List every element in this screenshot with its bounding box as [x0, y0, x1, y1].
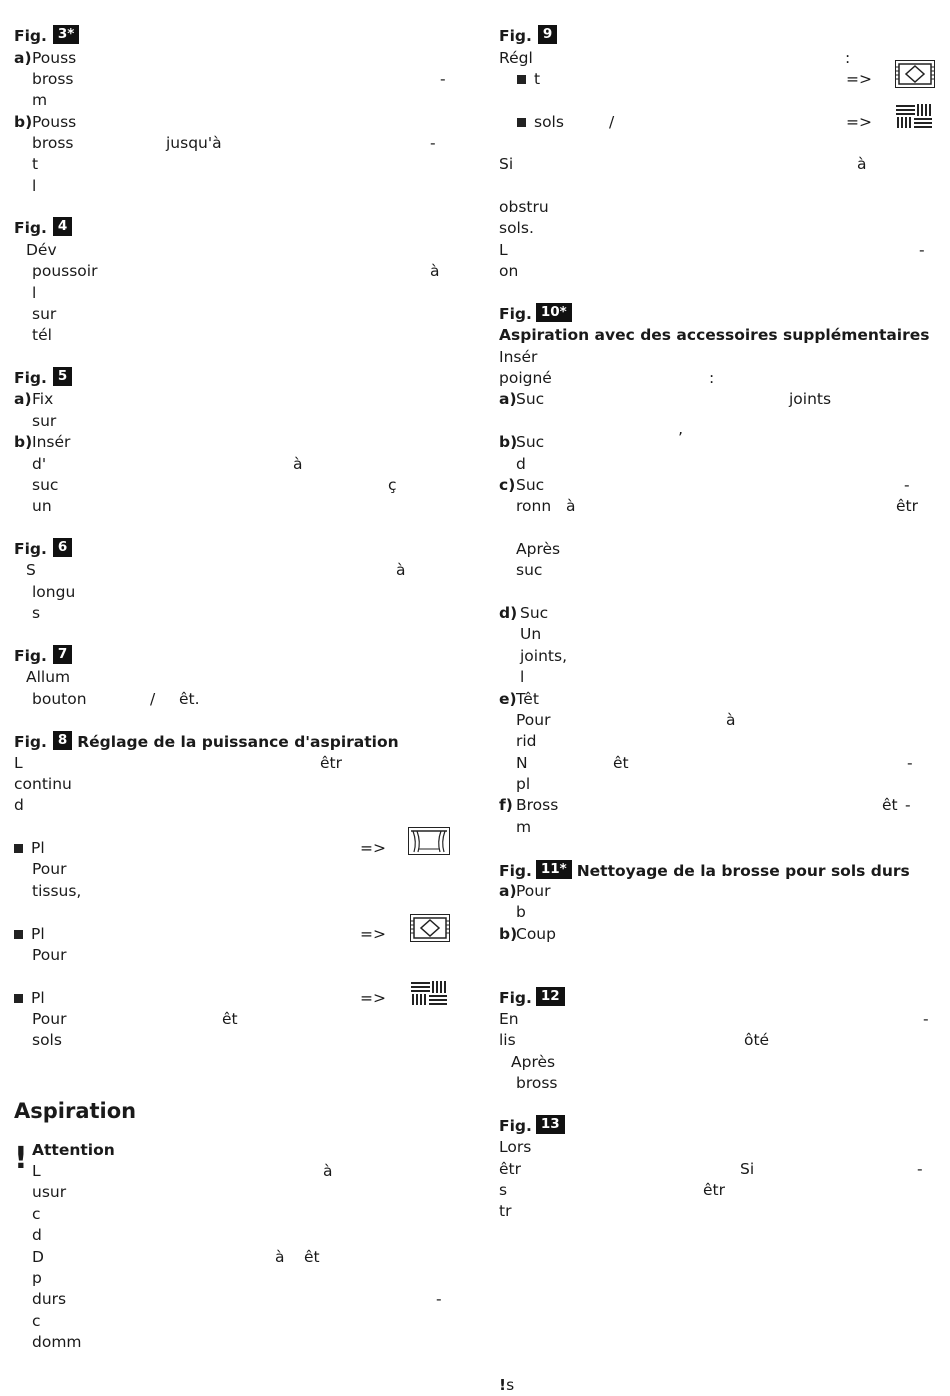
fig8-badge: 8 — [53, 731, 72, 750]
fig3-heading: Fig. 3* — [14, 25, 79, 47]
fig8-bullet-2: Pl — [14, 924, 45, 945]
fig11-badge: 11* — [536, 860, 572, 879]
fig13-badge: 13 — [536, 1115, 565, 1134]
curtain-icon — [408, 827, 450, 855]
fig4-badge: 4 — [53, 217, 72, 236]
fig9-heading: Fig. 9 — [499, 25, 557, 47]
fig8-bullet-3: Pl — [14, 988, 45, 1009]
fig9-badge: 9 — [538, 25, 557, 44]
section-title-aspiration: Aspiration — [14, 1099, 137, 1123]
attention-title: Attention — [32, 1141, 115, 1159]
footer-note: !s — [499, 1376, 515, 1394]
exclamation-icon: ! — [499, 1376, 507, 1394]
fig8-bullet-1: Pl — [14, 838, 45, 859]
fig6-heading: Fig. 6 — [14, 538, 72, 560]
fig5-heading: Fig. 5 — [14, 367, 72, 389]
fig3-badge: 3* — [53, 25, 79, 44]
fig13-heading: Fig. 13 — [499, 1115, 565, 1137]
fig10-heading: Fig. 10* — [499, 303, 572, 325]
fig7-badge: 7 — [53, 645, 72, 664]
fig5-badge: 5 — [53, 367, 72, 386]
fig9-bullet-1: t — [517, 69, 540, 90]
warning-icon: ! — [14, 1141, 28, 1176]
hard-floor-icon — [410, 980, 448, 1006]
fig12-heading: Fig. 12 — [499, 987, 565, 1009]
fig8-heading: Fig. 8 Réglage de la puissance d'aspiration — [14, 732, 399, 751]
fig12-badge: 12 — [536, 987, 565, 1006]
fig10-badge: 10* — [536, 303, 572, 322]
fig9-bullet-2: sols — [517, 112, 564, 133]
hard-floor-icon — [895, 103, 933, 129]
carpet-diamond-icon — [895, 60, 935, 88]
fig11-title: Nettoyage de la brosse pour sols durs — [576, 862, 910, 880]
fig4-heading: Fig. 4 — [14, 217, 72, 239]
fig11-heading: Fig. 11* Nettoyage de la brosse pour sols durs — [499, 861, 910, 880]
fig10-title: Aspiration avec des accessoires supplémentaires — [499, 326, 930, 344]
fig6-badge: 6 — [53, 538, 72, 557]
fig8-title: Réglage de la puissance d'aspiration — [77, 733, 399, 751]
fig7-heading: Fig. 7 — [14, 645, 72, 667]
carpet-diamond-icon — [410, 914, 450, 942]
